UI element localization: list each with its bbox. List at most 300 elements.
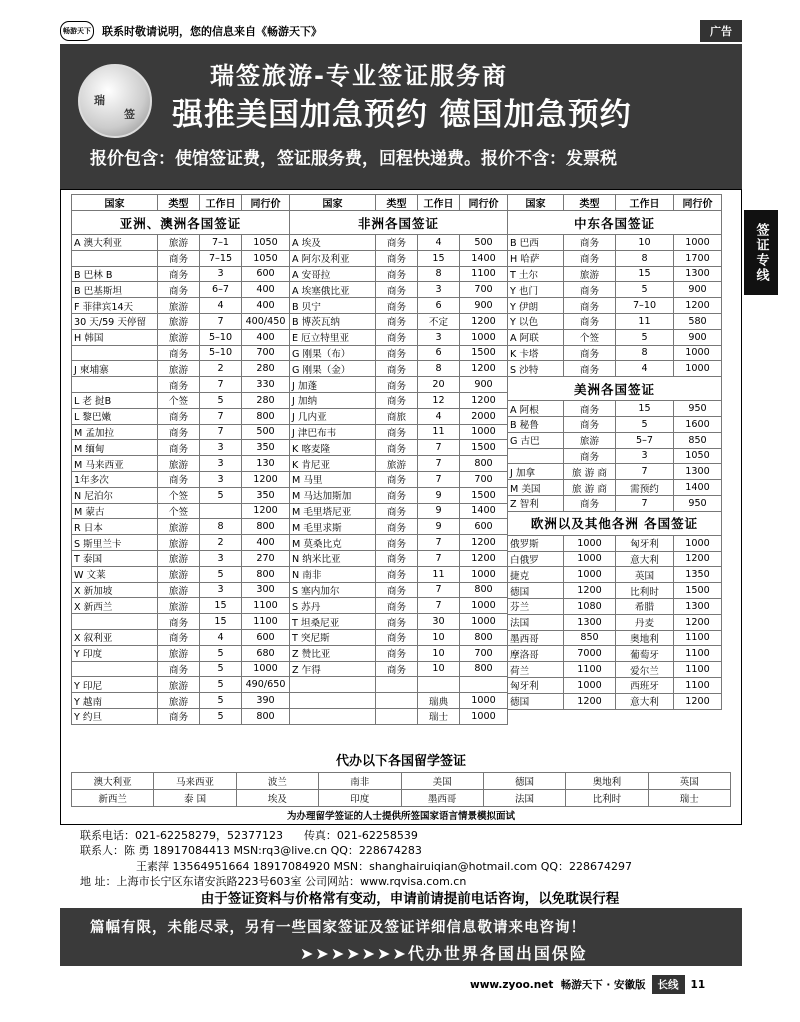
cell: 商务 [376, 661, 418, 677]
table-row [508, 495, 722, 511]
study-country: 比利时 [566, 790, 648, 807]
cell: 900 [674, 282, 722, 298]
country-cell: 30 天/59 天停留 [72, 313, 158, 329]
cell [376, 677, 418, 693]
country-cell: E 厄立特里亚 [290, 329, 376, 345]
table-row [290, 424, 508, 440]
table-row [72, 550, 290, 566]
country-cell: M 马来西亚 [72, 456, 158, 472]
table-row [508, 646, 722, 662]
cell: 1000 [674, 361, 722, 377]
company-title: 瑞签旅游-专业签证服务商 [210, 62, 508, 90]
cell: 7 [200, 377, 242, 393]
country-cell: M 蒙古 [72, 503, 158, 519]
country-cell [72, 250, 158, 266]
table-row [72, 298, 290, 314]
cell: 5 [200, 708, 242, 724]
country-cell: T 泰国 [72, 550, 158, 566]
cell: 3 [200, 266, 242, 282]
country-cell: N 纳米比亚 [290, 550, 376, 566]
table-row [290, 266, 508, 282]
country-cell: Y 越南 [72, 693, 158, 709]
cell: 15 [200, 598, 242, 614]
cell: 1050 [242, 235, 290, 251]
cell: 旅游 [158, 550, 200, 566]
table-row [72, 440, 290, 456]
table-row [290, 456, 508, 472]
cell: 个签 [158, 503, 200, 519]
table-row [508, 567, 722, 583]
study-country: 英国 [648, 773, 730, 790]
col-type: 类型 [158, 195, 200, 211]
cell: 1100 [674, 677, 722, 693]
study-country: 美国 [401, 773, 483, 790]
col-country: 国家 [508, 195, 564, 211]
study-note: 为办理留学签证的人士提供所签国家语言情景模拟面试 [286, 811, 515, 822]
table-row [72, 250, 290, 266]
country-cell: L 黎巴嫩 [72, 408, 158, 424]
cell: 不定 [418, 313, 460, 329]
cell: 390 [242, 693, 290, 709]
cell: 奥地利 [616, 630, 674, 646]
cell: 700 [460, 645, 508, 661]
cell: 1200 [242, 471, 290, 487]
cell: 旅游 [158, 298, 200, 314]
cell: 1300 [674, 598, 722, 614]
country-cell: M 美国 [508, 480, 564, 496]
study-country: 新西兰 [72, 790, 154, 807]
cell: 500 [460, 235, 508, 251]
study-row [72, 790, 731, 807]
table-row [508, 677, 722, 693]
cell: 1000 [460, 708, 508, 724]
country-cell: X 叙利亚 [72, 629, 158, 645]
cell: 3 [418, 329, 460, 345]
table-header-row [72, 195, 290, 211]
country-cell: N 尼泊尔 [72, 487, 158, 503]
section-tag: 长线 [652, 975, 685, 994]
cell: 1500 [460, 487, 508, 503]
country-cell: J 加拿 [508, 464, 564, 480]
cell: 1100 [564, 662, 616, 678]
cell: 4 [616, 361, 674, 377]
table-row [290, 408, 508, 424]
cell: 850 [564, 630, 616, 646]
cell: 1200 [460, 550, 508, 566]
cell: 商务 [376, 424, 418, 440]
table-row [72, 361, 290, 377]
study-country: 泰 国 [154, 790, 236, 807]
country-cell: S 塞内加尔 [290, 582, 376, 598]
website-link[interactable]: www.zyoo.net [470, 978, 554, 991]
table-row [72, 614, 290, 630]
cell: 11 [418, 424, 460, 440]
cell: 丹麦 [616, 614, 674, 630]
cell: 1000 [674, 345, 722, 361]
country-cell: A 埃及 [290, 235, 376, 251]
country-cell: T 土尔 [508, 266, 564, 282]
country-cell: H 韩国 [72, 329, 158, 345]
cell: 商务 [376, 345, 418, 361]
country-cell: Y 伊朗 [508, 298, 564, 314]
col-workdays: 工作日 [418, 195, 460, 211]
table-row [290, 487, 508, 503]
cell [418, 677, 460, 693]
cell: 旅 游 商 [564, 480, 616, 496]
cell: 3 [200, 471, 242, 487]
cell: 280 [242, 392, 290, 408]
col-price: 同行价 [242, 195, 290, 211]
cell: 旅游 [158, 456, 200, 472]
table-row [290, 645, 508, 661]
cell: 1000 [674, 535, 722, 551]
mideast-table [507, 194, 722, 710]
country-cell: 1年多次 [72, 471, 158, 487]
table-row [508, 416, 722, 432]
africa-table [289, 194, 508, 725]
cell [460, 677, 508, 693]
table-row [290, 282, 508, 298]
cell: 10 [616, 235, 674, 251]
cell: 350 [242, 440, 290, 456]
cell: 8 [418, 266, 460, 282]
cell: 1200 [460, 313, 508, 329]
table-row [72, 487, 290, 503]
cell: 1000 [564, 677, 616, 693]
table-row [508, 250, 722, 266]
table-row [508, 448, 722, 464]
cell: 商务 [158, 250, 200, 266]
col-country: 国家 [290, 195, 376, 211]
table-row [290, 377, 508, 393]
country-cell: 摩洛哥 [508, 646, 564, 662]
table-row [290, 471, 508, 487]
table-row [290, 503, 508, 519]
cell: 1200 [460, 392, 508, 408]
table-row [72, 566, 290, 582]
cell: 5 [616, 416, 674, 432]
cell: 1600 [674, 416, 722, 432]
cell: 8 [616, 345, 674, 361]
table-row [290, 345, 508, 361]
table-row [508, 282, 722, 298]
cell: 商务 [376, 471, 418, 487]
study-country: 南非 [319, 773, 401, 790]
country-cell: M 孟加拉 [72, 424, 158, 440]
study-country: 马来西亚 [154, 773, 236, 790]
cell: 800 [460, 629, 508, 645]
cell: 商务 [564, 345, 616, 361]
country-cell: N 南非 [290, 566, 376, 582]
contact-address: 地 址：上海市长宁区东诸安浜路223号603室 公司网站：www.rqvisa.com.cn [80, 874, 467, 888]
table-row [72, 661, 290, 677]
cell: 1080 [564, 598, 616, 614]
cell: 12 [418, 392, 460, 408]
country-cell [290, 693, 376, 709]
country-cell: B 巴西 [508, 235, 564, 251]
cell: 商旅 [376, 408, 418, 424]
country-cell: Y 以色 [508, 313, 564, 329]
country-cell [508, 448, 564, 464]
cell: 8 [200, 519, 242, 535]
table-row [72, 424, 290, 440]
cell: 旅游 [158, 566, 200, 582]
cell [376, 708, 418, 724]
study-country: 墨西哥 [401, 790, 483, 807]
table-row [72, 235, 290, 251]
col-workdays: 工作日 [200, 195, 242, 211]
country-cell: A 阿尔及利亚 [290, 250, 376, 266]
cell: 10 [418, 661, 460, 677]
table-row [508, 464, 722, 480]
cell: 7 [200, 408, 242, 424]
table-row [72, 503, 290, 519]
footer-banner [60, 908, 742, 966]
cell [200, 503, 242, 519]
country-cell: 捷克 [508, 567, 564, 583]
cell: 3 [200, 550, 242, 566]
table-header-row [508, 195, 722, 211]
cell: 商务 [564, 313, 616, 329]
cell: 商务 [376, 282, 418, 298]
country-cell: 德国 [508, 693, 564, 709]
cell: 6–7 [200, 282, 242, 298]
table-row [508, 266, 722, 282]
cell: 匈牙利 [616, 535, 674, 551]
cell: 7 [418, 598, 460, 614]
section-row [508, 377, 722, 401]
cell: 15 [200, 614, 242, 630]
cell: 商务 [564, 416, 616, 432]
country-cell: 匈牙利 [508, 677, 564, 693]
cell: 商务 [158, 614, 200, 630]
country-cell: 法国 [508, 614, 564, 630]
cell: 400 [242, 282, 290, 298]
country-cell: B 贝宁 [290, 298, 376, 314]
cell: 4 [200, 629, 242, 645]
table-row [72, 708, 290, 724]
country-cell: Z 乍得 [290, 661, 376, 677]
top-bar [60, 18, 742, 44]
table-row [72, 693, 290, 709]
country-cell [72, 345, 158, 361]
study-country: 埃及 [236, 790, 318, 807]
cell: 900 [460, 298, 508, 314]
country-cell: 墨西哥 [508, 630, 564, 646]
cell: 旅游 [376, 456, 418, 472]
table-row [290, 582, 508, 598]
cell: 270 [242, 550, 290, 566]
table-row [72, 408, 290, 424]
cell: 商务 [376, 614, 418, 630]
footer-line-1: 篇幅有限，未能尽录，另有一些国家签证及签证详细信息敬请来电咨询！ [90, 920, 586, 936]
table-row [72, 598, 290, 614]
study-visa-title: 代办以下各国留学签证 [335, 754, 466, 769]
cell: 1200 [674, 693, 722, 709]
table-row [290, 708, 508, 724]
cell: 15 [616, 266, 674, 282]
cell: 950 [674, 495, 722, 511]
asia-table [71, 194, 290, 725]
cell: 1200 [674, 614, 722, 630]
country-cell [72, 614, 158, 630]
cell: 900 [674, 329, 722, 345]
cell: 1200 [674, 298, 722, 314]
section-title: 亚洲、澳洲各国签证 [72, 211, 290, 235]
table-row [508, 693, 722, 709]
cell: 5 [616, 282, 674, 298]
cell: 1500 [460, 440, 508, 456]
cell: 1100 [242, 614, 290, 630]
cell: 11 [418, 566, 460, 582]
cell: 700 [460, 471, 508, 487]
cell: 商务 [158, 424, 200, 440]
cell: 商务 [564, 282, 616, 298]
cell [376, 693, 418, 709]
country-cell: K 喀麦隆 [290, 440, 376, 456]
cell: 9 [418, 487, 460, 503]
cell: 800 [242, 408, 290, 424]
cell: 1000 [564, 567, 616, 583]
country-cell: Z 智利 [508, 495, 564, 511]
cell: 旅游 [158, 329, 200, 345]
cell: 1000 [242, 661, 290, 677]
country-cell [290, 708, 376, 724]
cell: 1350 [674, 567, 722, 583]
cell: 商务 [564, 235, 616, 251]
table-row [508, 614, 722, 630]
cell: 400 [242, 535, 290, 551]
side-tab: 签证专线 [744, 210, 778, 295]
table-header-row [290, 195, 508, 211]
section-row [290, 211, 508, 235]
cell: 商务 [564, 298, 616, 314]
cell: 10 [418, 645, 460, 661]
page-number: 11 [690, 978, 706, 991]
cell: 7 [418, 582, 460, 598]
cell: 700 [460, 282, 508, 298]
section-title: 非洲各国签证 [290, 211, 508, 235]
section-title: 中东各国签证 [508, 211, 722, 235]
table-row [72, 266, 290, 282]
table-row [290, 392, 508, 408]
cell: 旅游 [564, 266, 616, 282]
country-cell [72, 377, 158, 393]
cell: 6 [418, 345, 460, 361]
cell: 7 [418, 440, 460, 456]
cell: 西班牙 [616, 677, 674, 693]
cell: 2 [200, 535, 242, 551]
table-row [72, 392, 290, 408]
country-cell [290, 677, 376, 693]
cell: 商务 [376, 645, 418, 661]
cell: 商务 [376, 629, 418, 645]
cell: 7 [200, 424, 242, 440]
country-cell: F 菲律宾14天 [72, 298, 158, 314]
table-row [290, 693, 508, 709]
cell: 330 [242, 377, 290, 393]
cell: 商务 [564, 250, 616, 266]
cell: 1100 [674, 630, 722, 646]
cell: 1200 [564, 583, 616, 599]
cell: 旅游 [158, 535, 200, 551]
country-cell: B 秘鲁 [508, 416, 564, 432]
cell: 1000 [564, 535, 616, 551]
cell: 瑞典 [418, 693, 460, 709]
cell: 个签 [158, 392, 200, 408]
cell: 1500 [460, 345, 508, 361]
study-country: 瑞士 [648, 790, 730, 807]
table-row [290, 677, 508, 693]
cell: 8 [616, 250, 674, 266]
cell: 5 [200, 677, 242, 693]
country-cell: S 苏丹 [290, 598, 376, 614]
country-cell: 荷兰 [508, 662, 564, 678]
cell: 1000 [564, 551, 616, 567]
cell: 5 [200, 487, 242, 503]
table-row [508, 662, 722, 678]
country-cell: Y 约旦 [72, 708, 158, 724]
country-cell: Y 也门 [508, 282, 564, 298]
cell: 旅游 [564, 432, 616, 448]
country-cell: 白俄罗 [508, 551, 564, 567]
cell: 1300 [674, 266, 722, 282]
section-row [508, 511, 722, 535]
contact-block [80, 828, 740, 907]
table-row [290, 629, 508, 645]
cell: 800 [460, 456, 508, 472]
cell: 600 [242, 629, 290, 645]
country-cell: K 肯尼亚 [290, 456, 376, 472]
cell: 商务 [376, 235, 418, 251]
country-cell: X 新西兰 [72, 598, 158, 614]
table-row [72, 471, 290, 487]
cell: 800 [242, 519, 290, 535]
cell: 11 [616, 313, 674, 329]
col-price: 同行价 [460, 195, 508, 211]
cell: 1200 [460, 535, 508, 551]
cell: 商务 [376, 266, 418, 282]
cell: 1000 [460, 693, 508, 709]
cell: 800 [460, 582, 508, 598]
cell: 商务 [158, 708, 200, 724]
table-row [508, 598, 722, 614]
cell: 5–7 [616, 432, 674, 448]
cell: 8 [418, 361, 460, 377]
cell: 800 [460, 661, 508, 677]
country-cell: B 巴林 B [72, 266, 158, 282]
table-row [290, 614, 508, 630]
contact-phone: 联系电话：021-62258279，52377123 [80, 829, 283, 842]
country-cell: A 安哥拉 [290, 266, 376, 282]
cell: 商务 [564, 361, 616, 377]
study-country: 波兰 [236, 773, 318, 790]
cell: 280 [242, 361, 290, 377]
country-cell: Y 印度 [72, 645, 158, 661]
cell: 商务 [376, 392, 418, 408]
table-row [508, 401, 722, 417]
country-cell: G 刚果（布） [290, 345, 376, 361]
cell: 商务 [376, 535, 418, 551]
cell: 1100 [460, 266, 508, 282]
cell: 1400 [460, 503, 508, 519]
cell: 1200 [242, 503, 290, 519]
cell: 个签 [564, 329, 616, 345]
cell: 旅游 [158, 645, 200, 661]
country-cell: S 斯里兰卡 [72, 535, 158, 551]
country-cell: A 阿根 [508, 401, 564, 417]
table-row [72, 582, 290, 598]
